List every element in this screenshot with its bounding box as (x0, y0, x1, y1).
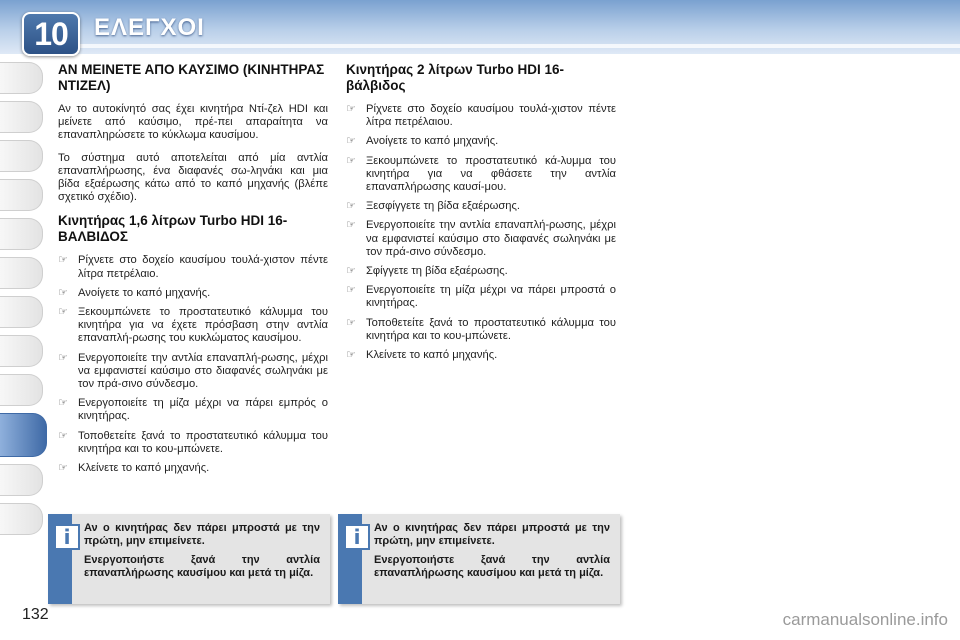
system-paragraph: Το σύστημα αυτό αποτελείται από μία αντλία επαναπλήρωσης, ένα διαφανές σω-ληνάκι και μια βίδα εξαέρωσης κάτω από το καπό μηχανής (βλέπε σχετικό σχέδιο). (58, 151, 328, 204)
chapter-tab[interactable] (0, 140, 43, 172)
list-item: ☞ Ρίχνετε στο δοχείο καυσίμου τουλά-χιστον πέντε λίτρα πετρέλαιο. (58, 254, 328, 280)
chapter-tab[interactable] (0, 257, 43, 289)
list-item: ☞ Κλείνετε το καπό μηχανής. (346, 349, 498, 362)
pointing-hand-icon: ☞ (346, 135, 356, 148)
info-box-left (48, 514, 330, 604)
pointing-hand-icon: ☞ (58, 286, 68, 299)
engine-2-0-heading: Κινητήρας 2 λίτρων Turbo HDI 16-βάλβιδος (346, 62, 565, 93)
info-instruction: Ενεργοποιήστε ξανά την αντλία επαναπλήρωσης καυσίμου και μετά τη μίζα. (374, 554, 610, 579)
list-item: ☞ Ενεργοποιείτε τη μίζα μέχρι να πάρει μπροστά ο κινητήρας. (346, 284, 616, 310)
list-item: ☞ Ενεργοποιείτε την αντλία επαναπλή-ρωσης, μέχρι να εμφανιστεί καύσιμο στο διαφανές σωληνάκι με τον πρά-σινο σύνδεσμο. (346, 219, 616, 258)
list-item: ☞ Τοποθετείτε ξανά το προστατευτικό κάλυμμα του κινητήρα και το κου-μπώνετε. (58, 429, 328, 455)
list-item: ☞ Ενεργοποιείτε τη μίζα μέχρι να πάρει εμπρός ο κινητήρας. (58, 397, 328, 423)
list-item: ☞ Ρίχνετε στο δοχείο καυσίμου τουλά-χιστον πέντε λίτρα πετρέλαιου. (346, 103, 616, 129)
pointing-hand-icon: ☞ (58, 397, 68, 410)
chapter-tab[interactable] (0, 335, 43, 367)
page-number: 132 (22, 606, 49, 623)
right-column (346, 62, 616, 372)
info-box-right (338, 514, 620, 604)
chapter-title: ΕΛΕΓΧΟΙ (94, 14, 205, 41)
info-text (374, 522, 610, 586)
page-header (0, 0, 960, 54)
info-icon: i (54, 524, 80, 550)
pointing-hand-icon: ☞ (58, 429, 68, 442)
engine-2-0-steps (346, 103, 616, 362)
chapter-number-badge: 10 (22, 12, 80, 56)
chapter-tab[interactable] (0, 62, 43, 94)
engine-1-6-steps (58, 254, 328, 475)
list-item: ☞ Ενεργοποιείτε την αντλία επαναπλή-ρωσης, μέχρι να εμφανιστεί καύσιμο στο διαφανές σωληνάκι με τον πρά-σινο σύνδεσμο. (58, 351, 328, 391)
info-text (84, 522, 320, 586)
pointing-hand-icon: ☞ (58, 462, 68, 475)
chapter-tab[interactable] (0, 218, 43, 250)
chapter-tab-active[interactable] (0, 413, 47, 457)
pointing-hand-icon: ☞ (346, 219, 356, 232)
pointing-hand-icon: ☞ (58, 351, 68, 364)
header-divider (70, 44, 960, 48)
left-column (58, 62, 328, 485)
info-instruction: Ενεργοποιήστε ξανά την αντλία επαναπλήρωσης καυσίμου και μετά τη μίζα. (84, 554, 320, 579)
pointing-hand-icon: ☞ (346, 154, 356, 167)
pointing-hand-icon: ☞ (58, 306, 68, 319)
list-item: ☞ Ξεκουμπώνετε το προστατευτικό κάλυμμα του κινητήρα για να έχετε πρόσβαση στην αντλία επαναπλή-ρωσης του κυκλώματος καυσίμου. (58, 306, 328, 345)
pointing-hand-icon: ☞ (346, 316, 356, 329)
chapter-tab[interactable] (0, 503, 43, 535)
section-heading: ΑΝ ΜΕΙΝΕΤΕ ΑΠΟ ΚΑΥΣΙΜΟ (ΚΙΝΗΤΗΡΑΣ ΝΤΙΖΕΛ) (58, 62, 325, 93)
pointing-hand-icon: ☞ (346, 265, 356, 278)
pointing-hand-icon: ☞ (346, 284, 356, 297)
list-item: ☞ Ανοίγετε το καπό μηχανής. (346, 135, 499, 148)
chapter-tab[interactable] (0, 296, 43, 328)
chapter-tabs (0, 62, 50, 542)
list-item: ☞ Ξεκουμπώνετε το προστατευτικό κά-λυμμα του κινητήρα για να φθάσετε την αντλία επαναπλήρωσης καυσί-μου. (346, 154, 616, 194)
list-item: ☞ Σφίγγετε τη βίδα εξαέρωσης. (346, 265, 508, 278)
list-item: ☞ Κλείνετε το καπό μηχανής. (58, 462, 210, 475)
intro-paragraph: Αν το αυτοκίνητό σας έχει κινητήρα Ντί-ζελ HDI και μείνετε από καύσιμο, πρέ-πει απαραίτητα να επαναπληρώσετε το κύκλωμα καυσίμου. (58, 103, 328, 142)
chapter-tab[interactable] (0, 464, 43, 496)
pointing-hand-icon: ☞ (346, 200, 356, 213)
pointing-hand-icon: ☞ (346, 349, 356, 362)
pointing-hand-icon: ☞ (346, 103, 356, 115)
chapter-tab[interactable] (0, 179, 43, 211)
list-item: ☞ Ανοίγετε το καπό μηχανής. (58, 286, 211, 299)
list-item: ☞ Ξεσφίγγετε τη βίδα εξαέρωσης. (346, 200, 520, 213)
info-warning: Αν ο κινητήρας δεν πάρει μπροστά με την πρώτη, μην επιμείνετε. (84, 522, 320, 547)
watermark: carmanualsonline.info (782, 610, 948, 629)
pointing-hand-icon: ☞ (58, 254, 68, 267)
engine-1-6-heading: Κινητήρας 1,6 λίτρων Turbo HDI 16-ΒΑΛΒΙΔΟΣ (58, 213, 288, 245)
chapter-tab[interactable] (0, 374, 43, 406)
info-warning: Αν ο κινητήρας δεν πάρει μπροστά με την πρώτη, μην επιμείνετε. (374, 522, 610, 547)
info-icon: i (344, 524, 370, 550)
list-item: ☞ Τοποθετείτε ξανά το προστατευτικό κάλυμμα του κινητήρα και το κου-μπώνετε. (346, 316, 616, 342)
chapter-tab[interactable] (0, 101, 43, 133)
